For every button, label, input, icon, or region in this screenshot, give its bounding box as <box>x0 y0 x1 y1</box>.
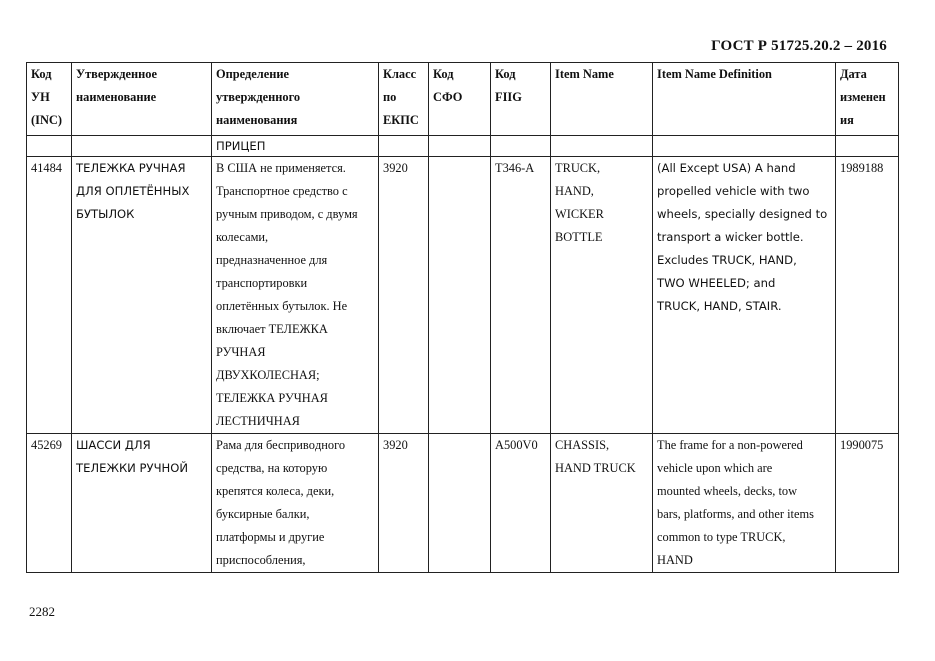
header-inc: Код УН (INC) <box>27 63 72 136</box>
cell-class: 3920 <box>379 157 429 434</box>
table-cell <box>379 136 429 157</box>
header-date: Дата изменен ия <box>836 63 899 136</box>
item-name-table <box>26 62 899 573</box>
table-header-row <box>27 63 899 136</box>
table-cell <box>72 136 212 157</box>
cell-class: 3920 <box>379 434 429 573</box>
table-cell: ПРИЦЕП <box>212 136 379 157</box>
header-approved-name: Утвержденное наименование <box>72 63 212 136</box>
cell-fiig: T346-A <box>491 157 551 434</box>
cell-date: 1990075 <box>836 434 899 573</box>
table-row <box>27 157 899 434</box>
header-item-definition: Item Name Definition <box>653 63 836 136</box>
header-fiig: Код FIIG <box>491 63 551 136</box>
cell-fiig: A500V0 <box>491 434 551 573</box>
header-class: Класс по ЕКПС <box>379 63 429 136</box>
cell-inc: 45269 <box>27 434 72 573</box>
table-cell <box>491 136 551 157</box>
cell-approved-name: ТЕЛЕЖКА РУЧНАЯ ДЛЯ ОПЛЕТЁННЫХ БУТЫЛОК <box>72 157 212 434</box>
cell-definition: В США не применяется. Транспортное средство с ручным приводом, с двумя колесами, предназначенное для транспортировки оплетённых бутылок. Не включает ТЕЛЕЖКА РУЧНАЯ ДВУХКОЛЕСНАЯ; ТЕЛЕЖКА РУЧНАЯ ЛЕСТНИЧНАЯ <box>212 157 379 434</box>
header-item-name: Item Name <box>551 63 653 136</box>
document-standard-header: ГОСТ Р 51725.20.2 – 2016 <box>711 38 887 54</box>
cell-item-definition: The frame for a non-powered vehicle upon which are mounted wheels, decks, tow bars, platforms, and other items common to type TRUCK, HAND <box>653 434 836 573</box>
cell-definition: Рама для беспривoдного средства, на которую крепятся колеса, деки, буксирные балки, платформы и другие приспособления, <box>212 434 379 573</box>
table-cell <box>429 136 491 157</box>
cell-item-name: CHASSIS, HAND TRUCK <box>551 434 653 573</box>
cell-inc: 41484 <box>27 157 72 434</box>
cell-item-definition: (All Except USA) A hand propelled vehicle with two wheels, specially designed to transport a wicker bottle. Excludes TRUCK, HAND, TWO WHEELED; and TRUCK, HAND, STAIR. <box>653 157 836 434</box>
table-cell <box>551 136 653 157</box>
cell-sfo <box>429 434 491 573</box>
cell-date: 1989188 <box>836 157 899 434</box>
table-cell <box>836 136 899 157</box>
cell-approved-name: ШАССИ ДЛЯ ТЕЛЕЖКИ РУЧНОЙ <box>72 434 212 573</box>
cell-sfo <box>429 157 491 434</box>
page-number: 2282 <box>29 604 55 619</box>
table-row <box>27 434 899 573</box>
continuation-row <box>27 136 899 157</box>
header-sfo: Код СФО <box>429 63 491 136</box>
table-cell <box>653 136 836 157</box>
header-definition: Определение утвержденного наименования <box>212 63 379 136</box>
cell-item-name: TRUCK, HAND, WICKER BOTTLE <box>551 157 653 434</box>
table-cell <box>27 136 72 157</box>
